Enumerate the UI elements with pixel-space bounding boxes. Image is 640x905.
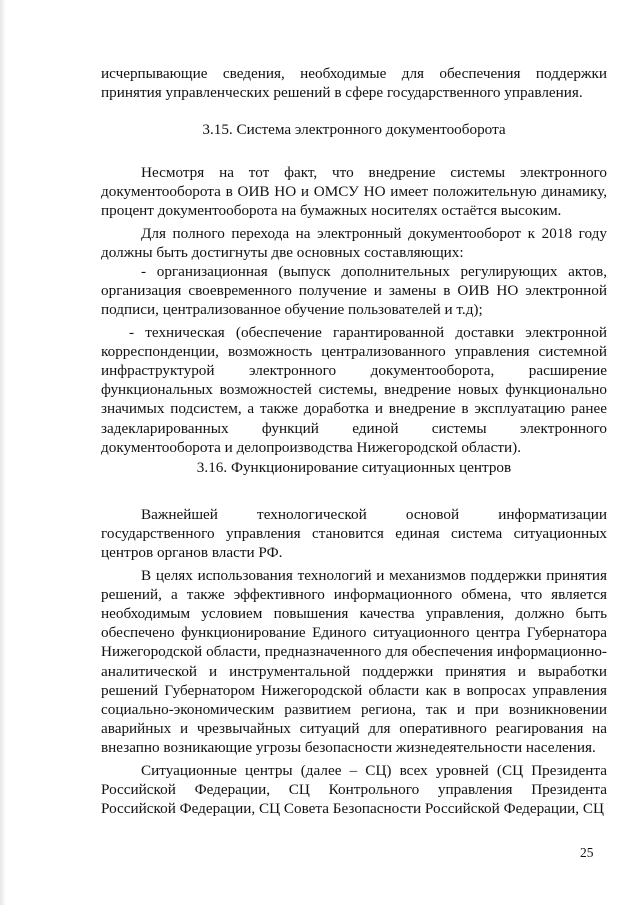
section-3-16-body [101, 505, 607, 818]
intro-text-block [101, 64, 607, 102]
list-item-technical: - техническая (обеспечение гарантированной доставки электронной корреспонденции, возможность централизованного управления системной инфраструктурой электронного документооборота, расширение функциональных возможностей системы, внедрение новых функционально значимых подсистем, а также доработка и внедрение в эксплуатацию ранее задекларированных функций единой системы электронного документооборота и делопроизводства Нижегородской области). [101, 323, 607, 456]
paragraph: В целях использования технологий и механизмов поддержки принятия решений, а также эффективного информационного обмена, что является необходимым условием повышения качества управления, должно быть обеспечено функционирование Единого ситуационного центра Губернатора Нижегородской области, предназначенного для обеспечения информационно-аналитической и инструментальной поддержки принятия и выработки решений Губернатором Нижегородской области как в вопросах управления социально-экономическим развитием региона, так и при возникновении аварийных и чрезвычайных ситуаций для оперативного реагирования на внезапно возникающие угрозы безопасности жизнедеятельности населения. [101, 566, 607, 757]
section-heading-3-16: 3.16. Функционирование ситуационных центров [196, 459, 512, 476]
page-number: 25 [580, 845, 594, 860]
paragraph: Несмотря на тот факт, что внедрение системы электронного документооборота в ОИВ НО и ОМСУ НО имеет положительную динамику, процент документооборота на бумажных носителях остаётся высоким. [101, 164, 607, 220]
paragraph: Важнейшей технологической основой информатизации государственного управления становится единая система ситуационных центров органов власти РФ. [101, 506, 607, 562]
section-heading-3-15: 3.15. Система электронного документооборота [202, 121, 506, 138]
paragraph-continuation: исчерпывающие сведения, необходимые для обеспечения поддержки принятия управленческих решений в сфере государственного управления. [101, 65, 607, 102]
scan-edge [0, 0, 6, 905]
list-item-organizational: - организационная (выпуск дополнительных регулирующих актов, организация своевременного получение и замены в ОИВ НО электронной подписи, централизованное обучение пользователей и т.д); [101, 263, 607, 319]
paragraph: Для полного перехода на электронный документооборот к 2018 году должны быть достигнуты две основных составляющих: [101, 224, 607, 261]
section-3-15-body [101, 163, 607, 457]
paragraph: Ситуационные центры (далее – СЦ) всех уровней (СЦ Президента Российской Федерации, СЦ Контрольного управления Президента Российской Федерации, СЦ Совета Безопасности Российской Федерации, СЦ [101, 761, 607, 818]
